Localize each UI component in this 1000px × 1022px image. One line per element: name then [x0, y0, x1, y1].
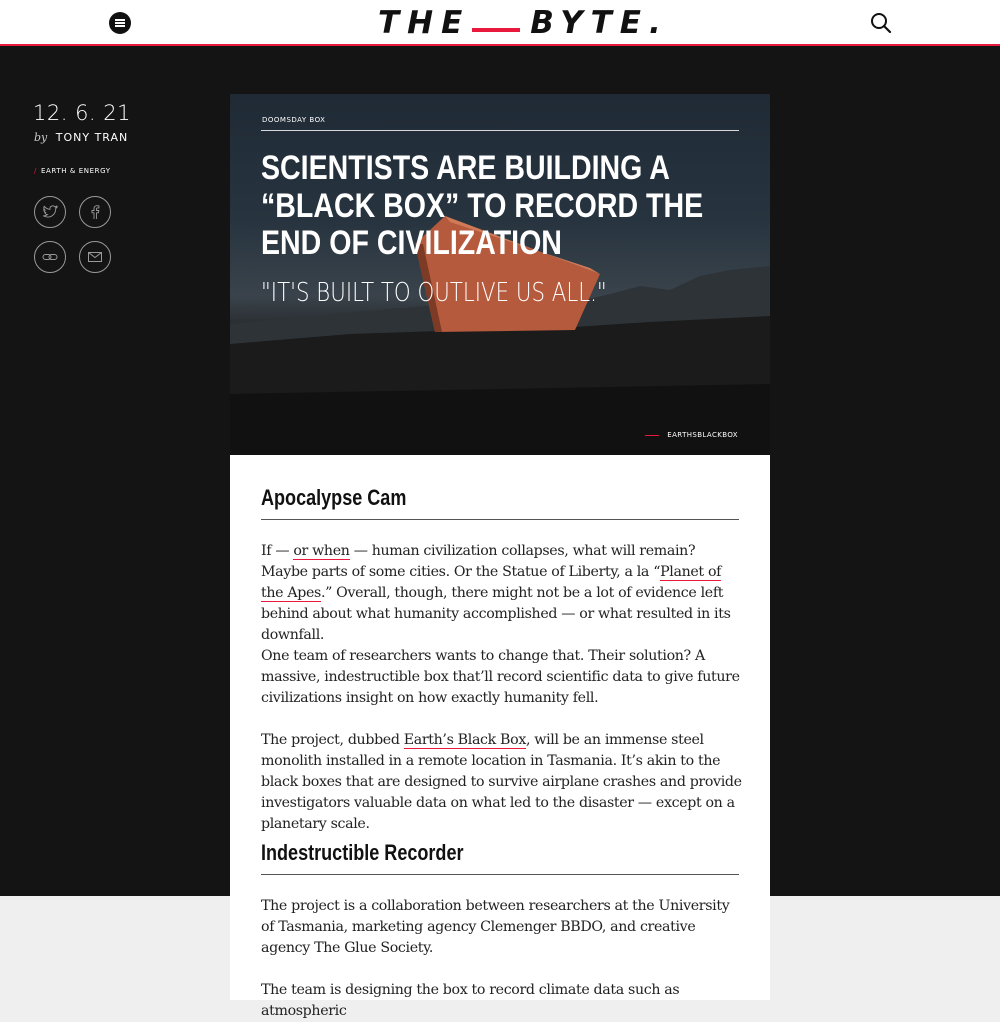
- article-paragraph: [261, 730, 746, 835]
- section-heading-indestructible-recorder: Indestructible Recorder: [261, 840, 464, 865]
- credit-accent-line: [645, 435, 659, 436]
- section-divider: [261, 874, 739, 875]
- logo-text-byte: BYTE.: [530, 5, 669, 41]
- inline-link-earths-black-box[interactable]: Earth’s Black Box: [403, 732, 526, 748]
- paragraph-text: — human civilization collapses, what will remain? Maybe parts of some cities. Or the Statue of Liberty, a la “: [261, 543, 696, 580]
- article-headline: SCIENTISTS ARE BUILDING A “BLACK BOX” TO RECORD THE END OF CIVILIZATION: [261, 149, 704, 262]
- facebook-share-button[interactable]: [79, 196, 111, 228]
- category-label: EARTH & ENERGY: [40, 167, 111, 175]
- article-body: [230, 455, 770, 1019]
- facebook-icon: [90, 204, 100, 220]
- email-icon: [87, 251, 103, 263]
- hero-image: [230, 94, 770, 455]
- image-credit: [645, 431, 738, 439]
- paragraph-text: .” Overall, though, there might not be a lot of evidence left behind about what humanity accomplished — or what resulted in its downfall.: [261, 585, 731, 643]
- inline-link-planet-of-the-apes[interactable]: Planet of the Apes: [261, 564, 722, 601]
- copy-link-button[interactable]: [34, 241, 66, 273]
- article-paragraph: The project is a collaboration between researchers at the University of Tasmania, marketing agency Clemenger BBDO, and creative agency The Glue Society.: [261, 898, 730, 956]
- hero-divider: [261, 130, 739, 131]
- section-heading-apocalypse-cam: Apocalypse Cam: [261, 485, 407, 510]
- site-logo[interactable]: [378, 4, 669, 42]
- hamburger-menu-icon[interactable]: [109, 12, 131, 34]
- category-slash: /: [34, 167, 37, 175]
- byline: [34, 131, 128, 144]
- twitter-icon: [42, 205, 58, 219]
- paragraph-text: If —: [261, 543, 294, 559]
- search-icon[interactable]: [869, 11, 893, 35]
- category-link[interactable]: [34, 167, 111, 175]
- inline-link-or-when[interactable]: or when: [293, 543, 350, 559]
- logo-text-the: THE: [378, 5, 471, 41]
- paragraph-text: The project, dubbed: [261, 732, 404, 748]
- image-credit-text: EARTHSBLACKBOX: [667, 431, 738, 439]
- byline-by: by: [34, 131, 48, 144]
- site-header: [0, 0, 1000, 46]
- link-icon: [42, 252, 58, 262]
- paragraph-text: , will be an immense steel monolith installed in a remote location in Tasmania. It’s akin to the black boxes that are designed to survive airplane crashes and provide investigators valuable data on what led to the disaster — except on a planetary scale.: [261, 732, 742, 832]
- article-paragraph: One team of researchers wants to change that. Their solution? A massive, indestructible box that’ll record scientific data to give future civilizations insight on how exactly humanity fell.: [261, 648, 740, 706]
- author-link[interactable]: TONY TRAN: [55, 131, 129, 144]
- article-paragraph: The team is designing the box to record climate data such as atmospheric: [261, 982, 680, 1019]
- section-divider: [261, 519, 739, 520]
- email-share-button[interactable]: [79, 241, 111, 273]
- hero-kicker[interactable]: DOOMSDAY BOX: [262, 116, 326, 124]
- logo-dash: [472, 28, 520, 32]
- article-paragraph: [261, 541, 746, 646]
- twitter-share-button[interactable]: [34, 196, 66, 228]
- article-date: 12. 6. 21: [33, 101, 132, 125]
- article-subheadline: "IT'S BUILT TO OUTLIVE US ALL.": [261, 278, 607, 308]
